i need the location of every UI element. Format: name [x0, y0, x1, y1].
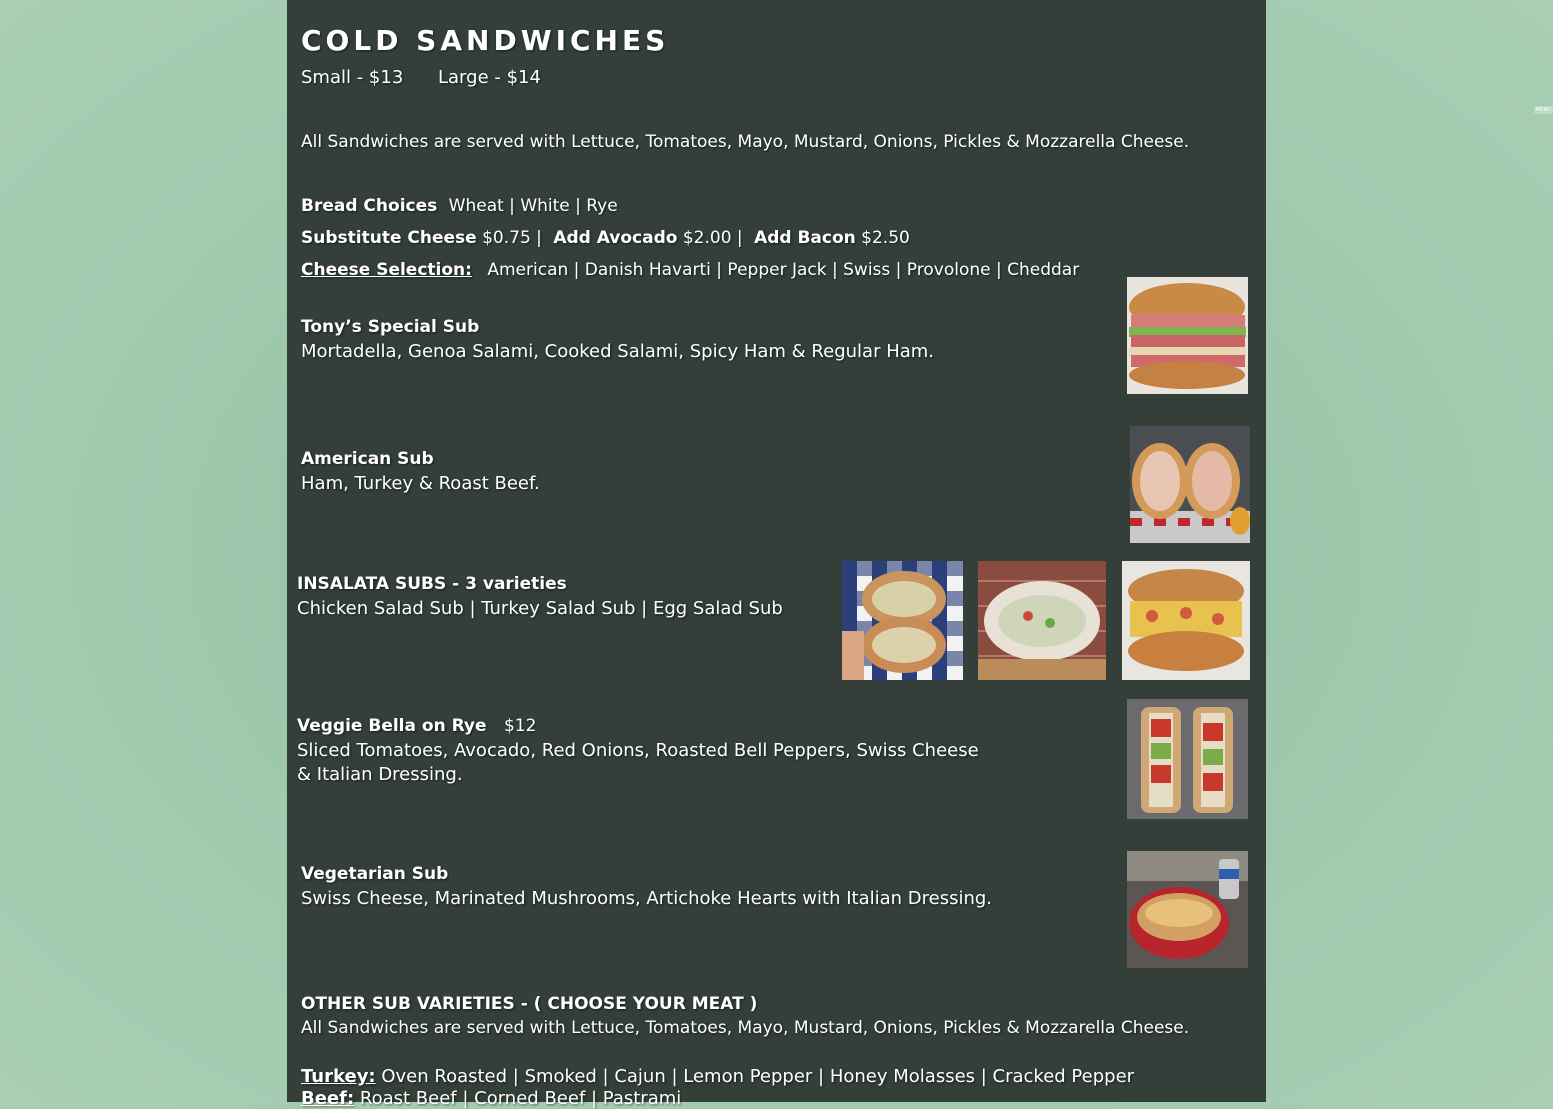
bread-choices-values: Wheat | White | Rye [448, 196, 618, 216]
egg-salad-sub-photo [1122, 561, 1250, 680]
item-name: American Sub [301, 449, 434, 469]
item-description: Sliced Tomatoes, Avocado, Red Onions, Roasted Bell Peppers, Swiss Cheese [297, 740, 979, 761]
chicken-salad-sub-photo [842, 561, 963, 680]
bread-choices-row [301, 196, 618, 216]
add-avocado-price: $2.00 | [682, 228, 743, 248]
substitute-cheese-label: Substitute Cheese [301, 228, 477, 248]
veggie-bella-photo [1127, 699, 1248, 819]
beef-options-row [301, 1088, 681, 1109]
tony-sub-photo [1127, 277, 1248, 394]
other-served-with-note: All Sandwiches are served with Lettuce, Tomatoes, Mayo, Mustard, Onions, Pickles & Mozzarella Cheese. [301, 1018, 1190, 1038]
turkey-values: Oven Roasted | Smoked | Cajun | Lemon Pepper | Honey Molasses | Cracked Pepper [381, 1066, 1135, 1087]
substitute-cheese-price: $0.75 | [482, 228, 542, 248]
bread-choices-label: Bread Choices [301, 196, 438, 216]
item-description: Ham, Turkey & Roast Beef. [301, 473, 540, 494]
add-bacon-price: $2.50 [861, 228, 910, 248]
turkey-salad-sub-photo [978, 561, 1106, 680]
item-header [297, 716, 536, 736]
item-price: $12 [503, 716, 537, 736]
other-varieties-title: OTHER SUB VARIETIES - ( CHOOSE YOUR MEAT ) [301, 994, 758, 1014]
add-avocado-label: Add Avocado [553, 228, 678, 248]
item-name: Tony’s Special Sub [301, 317, 480, 337]
add-bacon-label: Add Bacon [754, 228, 856, 248]
turkey-options-row [301, 1066, 1134, 1087]
item-name: Vegetarian Sub [301, 864, 449, 884]
turkey-label: Turkey: [301, 1066, 376, 1087]
item-name: Veggie Bella on Rye [297, 716, 487, 736]
item-name: INSALATA SUBS - 3 varieties [297, 574, 567, 594]
large-price: Large - $14 [438, 67, 541, 88]
item-description: & Italian Dressing. [297, 764, 463, 785]
cheese-selection-label: Cheese Selection: [301, 260, 472, 280]
served-with-note: All Sandwiches are served with Lettuce, Tomatoes, Mayo, Mustard, Onions, Pickles & Mozzarella Cheese. [301, 132, 1190, 152]
menu-button[interactable]: MENU [1536, 107, 1551, 113]
add-ons-row [301, 228, 910, 248]
cheese-selection-values: American | Danish Havarti | Pepper Jack | Swiss | Provolone | Cheddar [487, 260, 1080, 280]
vegetarian-sub-photo [1127, 851, 1248, 968]
menu-panel [287, 0, 1266, 1102]
beef-values: Roast Beef | Corned Beef | Pastrami [359, 1088, 682, 1109]
item-description: Chicken Salad Sub | Turkey Salad Sub | Egg Salad Sub [297, 598, 783, 619]
section-title: COLD SANDWICHES [301, 24, 670, 57]
american-sub-photo [1130, 426, 1250, 543]
beef-label: Beef: [301, 1088, 355, 1109]
small-price: Small - $13 [301, 67, 404, 88]
item-description: Swiss Cheese, Marinated Mushrooms, Artichoke Hearts with Italian Dressing. [301, 888, 993, 909]
cheese-selection-row [301, 260, 1079, 280]
item-description: Mortadella, Genoa Salami, Cooked Salami, Spicy Ham & Regular Ham. [301, 341, 935, 362]
